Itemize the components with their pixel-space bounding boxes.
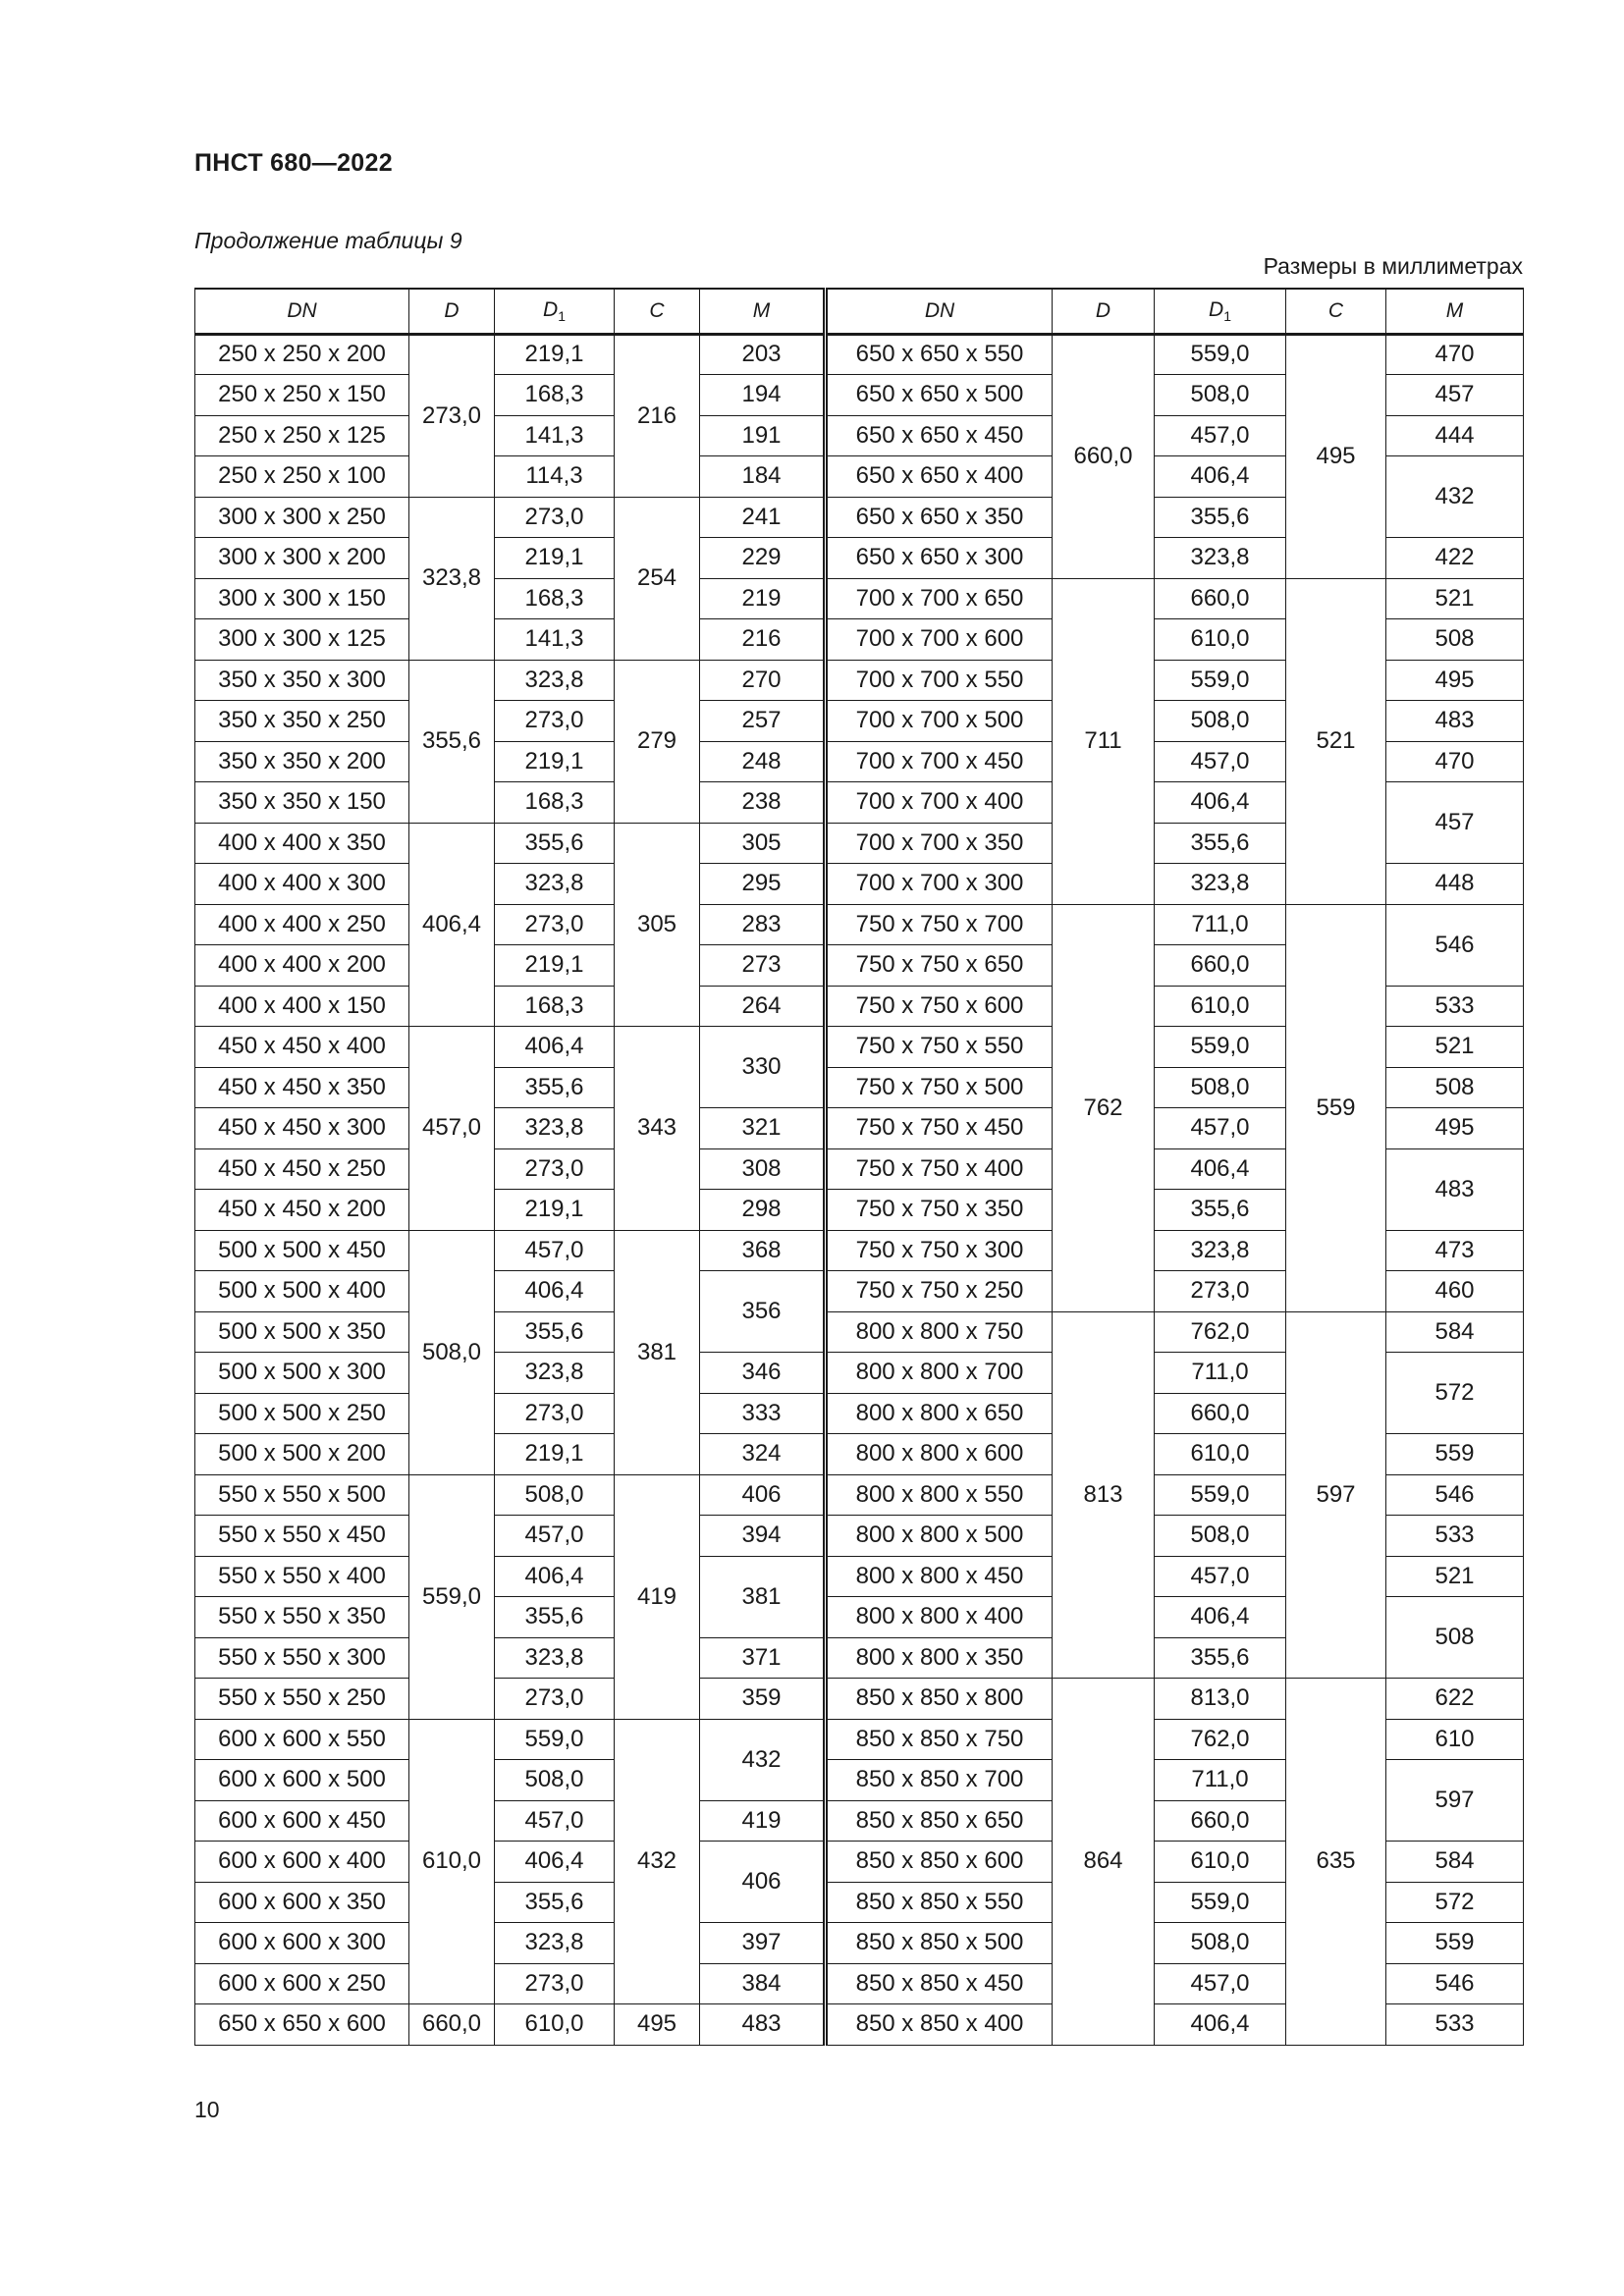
cell-d1-right: 406,4: [1155, 1597, 1286, 1638]
header-d1-label: D: [543, 297, 559, 321]
cell-dn-right: 850 x 850 x 800: [826, 1679, 1053, 1720]
cell-m-right: 546: [1386, 1963, 1524, 2004]
table-row: [195, 1679, 1524, 1720]
cell-m-left: 305: [700, 823, 826, 864]
cell-m-left: 219: [700, 578, 826, 619]
cell-d1-right: 610,0: [1155, 1842, 1286, 1883]
cell-d1-left: 273,0: [495, 1679, 615, 1720]
cell-m-left: 257: [700, 701, 826, 742]
cell-dn-right: 700 x 700 x 500: [826, 701, 1053, 742]
cell-dn-left: 550 x 550 x 400: [195, 1556, 409, 1597]
cell-m-right: 597: [1386, 1760, 1524, 1842]
cell-dn-right: 750 x 750 x 450: [826, 1108, 1053, 1149]
cell-dn-left: 600 x 600 x 350: [195, 1882, 409, 1923]
cell-d1-right: 273,0: [1155, 1271, 1286, 1312]
cell-d1-left: 141,3: [495, 619, 615, 661]
cell-m-left: 241: [700, 497, 826, 538]
cell-d1-left: 559,0: [495, 1719, 615, 1760]
cell-d-right: 711: [1053, 578, 1155, 904]
header-d1-left: [495, 289, 615, 334]
cell-c-left: 254: [615, 497, 700, 660]
cell-d1-left: 457,0: [495, 1230, 615, 1271]
cell-d1-right: 559,0: [1155, 1882, 1286, 1923]
cell-d1-right: 711,0: [1155, 1353, 1286, 1394]
cell-d1-left: 323,8: [495, 1923, 615, 1964]
cell-m-right: 546: [1386, 1474, 1524, 1516]
cell-d1-right: 355,6: [1155, 823, 1286, 864]
table-row: [195, 578, 1524, 619]
cell-d1-left: 219,1: [495, 945, 615, 987]
cell-d1-left: 168,3: [495, 375, 615, 416]
cell-d1-right: 457,0: [1155, 415, 1286, 456]
cell-d1-right: 457,0: [1155, 741, 1286, 782]
cell-d1-left: 355,6: [495, 1597, 615, 1638]
cell-d1-right: 660,0: [1155, 578, 1286, 619]
cell-m-right: 470: [1386, 741, 1524, 782]
cell-dn-left: 500 x 500 x 400: [195, 1271, 409, 1312]
cell-dn-left: 300 x 300 x 250: [195, 497, 409, 538]
cell-m-right: 473: [1386, 1230, 1524, 1271]
cell-d1-right: 559,0: [1155, 1027, 1286, 1068]
cell-c-right: 521: [1286, 578, 1386, 904]
cell-d1-right: 406,4: [1155, 782, 1286, 824]
cell-dn-right: 650 x 650 x 550: [826, 334, 1053, 375]
cell-dn-right: 800 x 800 x 600: [826, 1434, 1053, 1475]
cell-dn-right: 800 x 800 x 450: [826, 1556, 1053, 1597]
cell-d1-left: 219,1: [495, 538, 615, 579]
cell-d1-right: 323,8: [1155, 538, 1286, 579]
cell-dn-right: 750 x 750 x 500: [826, 1067, 1053, 1108]
cell-m-right: 432: [1386, 456, 1524, 538]
cell-m-left: 264: [700, 986, 826, 1027]
cell-dn-right: 650 x 650 x 300: [826, 538, 1053, 579]
cell-d1-right: 610,0: [1155, 619, 1286, 661]
cell-dn-left: 450 x 450 x 300: [195, 1108, 409, 1149]
cell-m-right: 495: [1386, 660, 1524, 701]
cell-d1-left: 355,6: [495, 1882, 615, 1923]
cell-m-right: 622: [1386, 1679, 1524, 1720]
cell-d1-right: 457,0: [1155, 1556, 1286, 1597]
dimensions-table: [194, 288, 1524, 2046]
header-dn-right: DN: [826, 289, 1053, 334]
cell-m-left: 273: [700, 945, 826, 987]
cell-m-right: 508: [1386, 619, 1524, 661]
header-c-left: C: [615, 289, 700, 334]
cell-dn-left: 300 x 300 x 125: [195, 619, 409, 661]
cell-d1-right: 711,0: [1155, 904, 1286, 945]
cell-dn-right: 800 x 800 x 650: [826, 1393, 1053, 1434]
cell-dn-right: 700 x 700 x 300: [826, 864, 1053, 905]
cell-dn-left: 400 x 400 x 350: [195, 823, 409, 864]
cell-m-right: 422: [1386, 538, 1524, 579]
cell-m-left: 483: [700, 2004, 826, 2046]
cell-m-right: 460: [1386, 1271, 1524, 1312]
cell-d1-right: 559,0: [1155, 1474, 1286, 1516]
cell-dn-right: 850 x 850 x 500: [826, 1923, 1053, 1964]
cell-dn-right: 800 x 800 x 400: [826, 1597, 1053, 1638]
cell-dn-right: 850 x 850 x 600: [826, 1842, 1053, 1883]
cell-m-left: 194: [700, 375, 826, 416]
cell-m-right: 457: [1386, 375, 1524, 416]
cell-d1-right: 508,0: [1155, 1923, 1286, 1964]
table-row: [195, 334, 1524, 375]
cell-dn-left: 550 x 550 x 300: [195, 1637, 409, 1679]
cell-d1-left: 219,1: [495, 741, 615, 782]
header-dn-left: DN: [195, 289, 409, 334]
cell-d1-right: 323,8: [1155, 1230, 1286, 1271]
cell-c-left: 419: [615, 1474, 700, 1719]
cell-d1-left: 323,8: [495, 1637, 615, 1679]
cell-dn-right: 850 x 850 x 450: [826, 1963, 1053, 2004]
cell-dn-left: 350 x 350 x 150: [195, 782, 409, 824]
cell-m-right: 483: [1386, 701, 1524, 742]
header-d-left: D: [409, 289, 495, 334]
cell-dn-left: 250 x 250 x 125: [195, 415, 409, 456]
cell-m-right: 483: [1386, 1148, 1524, 1230]
header-m-right: M: [1386, 289, 1524, 334]
cell-d1-left: 508,0: [495, 1760, 615, 1801]
cell-c-right: 495: [1286, 334, 1386, 578]
cell-dn-right: 700 x 700 x 350: [826, 823, 1053, 864]
cell-d1-right: 813,0: [1155, 1679, 1286, 1720]
cell-dn-right: 800 x 800 x 500: [826, 1516, 1053, 1557]
cell-c-right: 559: [1286, 904, 1386, 1311]
cell-dn-left: 400 x 400 x 300: [195, 864, 409, 905]
cell-d1-right: 406,4: [1155, 2004, 1286, 2046]
cell-dn-right: 650 x 650 x 350: [826, 497, 1053, 538]
header-d1-right: [1155, 289, 1286, 334]
cell-c-left: 305: [615, 823, 700, 1027]
cell-d1-left: 457,0: [495, 1516, 615, 1557]
cell-d-left: 559,0: [409, 1474, 495, 1719]
cell-d1-right: 508,0: [1155, 701, 1286, 742]
cell-m-left: 406: [700, 1474, 826, 1516]
cell-d1-right: 660,0: [1155, 945, 1286, 987]
cell-d1-right: 323,8: [1155, 864, 1286, 905]
cell-m-right: 559: [1386, 1434, 1524, 1475]
cell-dn-left: 300 x 300 x 150: [195, 578, 409, 619]
cell-dn-right: 750 x 750 x 550: [826, 1027, 1053, 1068]
cell-d1-right: 508,0: [1155, 1516, 1286, 1557]
cell-d1-left: 406,4: [495, 1271, 615, 1312]
cell-m-left: 184: [700, 456, 826, 498]
cell-dn-left: 250 x 250 x 150: [195, 375, 409, 416]
cell-m-left: 406: [700, 1842, 826, 1923]
cell-dn-right: 850 x 850 x 400: [826, 2004, 1053, 2046]
cell-dn-right: 800 x 800 x 700: [826, 1353, 1053, 1394]
cell-d1-right: 355,6: [1155, 497, 1286, 538]
cell-dn-left: 450 x 450 x 250: [195, 1148, 409, 1190]
cell-d1-right: 355,6: [1155, 1190, 1286, 1231]
cell-d-left: 273,0: [409, 334, 495, 497]
cell-d-left: 660,0: [409, 2004, 495, 2046]
cell-m-left: 283: [700, 904, 826, 945]
cell-dn-left: 350 x 350 x 200: [195, 741, 409, 782]
cell-d1-right: 762,0: [1155, 1719, 1286, 1760]
cell-dn-left: 400 x 400 x 150: [195, 986, 409, 1027]
cell-dn-left: 600 x 600 x 300: [195, 1923, 409, 1964]
cell-dn-left: 500 x 500 x 450: [195, 1230, 409, 1271]
cell-m-right: 572: [1386, 1882, 1524, 1923]
cell-dn-right: 850 x 850 x 650: [826, 1800, 1053, 1842]
header-d1-subscript: 1: [558, 307, 566, 324]
cell-dn-right: 750 x 750 x 600: [826, 986, 1053, 1027]
cell-m-right: 546: [1386, 904, 1524, 986]
cell-dn-left: 600 x 600 x 500: [195, 1760, 409, 1801]
cell-m-left: 381: [700, 1556, 826, 1637]
cell-m-right: 521: [1386, 1027, 1524, 1068]
cell-d1-right: 762,0: [1155, 1311, 1286, 1353]
cell-m-left: 295: [700, 864, 826, 905]
cell-m-right: 457: [1386, 782, 1524, 864]
cell-m-right: 444: [1386, 415, 1524, 456]
cell-m-left: 356: [700, 1271, 826, 1353]
cell-d-left: 355,6: [409, 660, 495, 823]
cell-d-right: 813: [1053, 1311, 1155, 1679]
cell-m-right: 533: [1386, 2004, 1524, 2046]
cell-m-left: 324: [700, 1434, 826, 1475]
cell-dn-left: 350 x 350 x 300: [195, 660, 409, 701]
cell-d1-left: 406,4: [495, 1027, 615, 1068]
cell-c-right: 597: [1286, 1311, 1386, 1679]
cell-d1-left: 219,1: [495, 334, 615, 375]
cell-m-left: 308: [700, 1148, 826, 1190]
cell-d-left: 508,0: [409, 1230, 495, 1474]
cell-dn-right: 750 x 750 x 400: [826, 1148, 1053, 1190]
cell-d1-left: 168,3: [495, 782, 615, 824]
cell-d1-left: 219,1: [495, 1434, 615, 1475]
cell-m-right: 533: [1386, 1516, 1524, 1557]
cell-m-left: 333: [700, 1393, 826, 1434]
cell-d1-left: 273,0: [495, 497, 615, 538]
cell-c-right: 635: [1286, 1679, 1386, 2046]
cell-m-right: 559: [1386, 1923, 1524, 1964]
cell-dn-left: 400 x 400 x 200: [195, 945, 409, 987]
cell-dn-left: 450 x 450 x 350: [195, 1067, 409, 1108]
cell-dn-left: 450 x 450 x 200: [195, 1190, 409, 1231]
cell-dn-right: 700 x 700 x 450: [826, 741, 1053, 782]
cell-d1-left: 355,6: [495, 1067, 615, 1108]
cell-dn-left: 550 x 550 x 450: [195, 1516, 409, 1557]
cell-d1-left: 508,0: [495, 1474, 615, 1516]
cell-m-left: 191: [700, 415, 826, 456]
cell-m-left: 321: [700, 1108, 826, 1149]
table-row: [195, 904, 1524, 945]
cell-d1-left: 219,1: [495, 1190, 615, 1231]
cell-dn-right: 650 x 650 x 500: [826, 375, 1053, 416]
cell-d1-left: 168,3: [495, 578, 615, 619]
cell-m-left: 330: [700, 1027, 826, 1108]
cell-m-left: 203: [700, 334, 826, 375]
cell-d-left: 610,0: [409, 1719, 495, 2004]
cell-d1-left: 323,8: [495, 660, 615, 701]
cell-d1-right: 508,0: [1155, 1067, 1286, 1108]
cell-dn-right: 650 x 650 x 400: [826, 456, 1053, 498]
cell-dn-left: 550 x 550 x 500: [195, 1474, 409, 1516]
cell-dn-right: 800 x 800 x 550: [826, 1474, 1053, 1516]
cell-dn-left: 500 x 500 x 350: [195, 1311, 409, 1353]
cell-c-left: 495: [615, 2004, 700, 2046]
cell-m-left: 270: [700, 660, 826, 701]
header-d1-label: D: [1209, 297, 1224, 321]
cell-d-left: 457,0: [409, 1027, 495, 1231]
header-m-left: M: [700, 289, 826, 334]
cell-d1-right: 711,0: [1155, 1760, 1286, 1801]
cell-dn-left: 600 x 600 x 250: [195, 1963, 409, 2004]
cell-d-right: 660,0: [1053, 334, 1155, 578]
table-body: [195, 334, 1524, 2045]
cell-d1-left: 273,0: [495, 1393, 615, 1434]
cell-dn-left: 500 x 500 x 200: [195, 1434, 409, 1475]
cell-m-left: 298: [700, 1190, 826, 1231]
cell-d1-left: 406,4: [495, 1842, 615, 1883]
cell-m-left: 248: [700, 741, 826, 782]
cell-d1-right: 610,0: [1155, 986, 1286, 1027]
cell-dn-right: 750 x 750 x 700: [826, 904, 1053, 945]
cell-dn-left: 600 x 600 x 550: [195, 1719, 409, 1760]
cell-d1-left: 610,0: [495, 2004, 615, 2046]
cell-d1-left: 273,0: [495, 904, 615, 945]
units-note: Размеры в миллиметрах: [1263, 253, 1523, 279]
cell-dn-left: 600 x 600 x 450: [195, 1800, 409, 1842]
cell-dn-left: 600 x 600 x 400: [195, 1842, 409, 1883]
cell-dn-right: 700 x 700 x 600: [826, 619, 1053, 661]
cell-m-right: 508: [1386, 1597, 1524, 1679]
cell-d1-left: 273,0: [495, 1148, 615, 1190]
cell-m-left: 368: [700, 1230, 826, 1271]
cell-d1-right: 406,4: [1155, 1148, 1286, 1190]
cell-c-left: 432: [615, 1719, 700, 2004]
cell-d1-left: 168,3: [495, 986, 615, 1027]
document-code: ПНСТ 680—2022: [194, 149, 393, 177]
cell-d1-right: 660,0: [1155, 1393, 1286, 1434]
cell-d1-right: 457,0: [1155, 1108, 1286, 1149]
cell-d-left: 406,4: [409, 823, 495, 1027]
header-d1-subscript: 1: [1223, 307, 1231, 324]
cell-dn-right: 800 x 800 x 750: [826, 1311, 1053, 1353]
cell-dn-left: 400 x 400 x 250: [195, 904, 409, 945]
cell-m-left: 419: [700, 1800, 826, 1842]
cell-m-left: 384: [700, 1963, 826, 2004]
cell-d-right: 864: [1053, 1679, 1155, 2046]
cell-m-left: 346: [700, 1353, 826, 1394]
cell-c-left: 279: [615, 660, 700, 823]
cell-m-left: 238: [700, 782, 826, 824]
cell-m-left: 359: [700, 1679, 826, 1720]
cell-m-left: 432: [700, 1719, 826, 1800]
cell-dn-right: 750 x 750 x 250: [826, 1271, 1053, 1312]
cell-dn-left: 250 x 250 x 200: [195, 334, 409, 375]
cell-m-left: 216: [700, 619, 826, 661]
cell-m-right: 521: [1386, 1556, 1524, 1597]
cell-dn-right: 750 x 750 x 650: [826, 945, 1053, 987]
cell-d1-left: 406,4: [495, 1556, 615, 1597]
cell-d-left: 323,8: [409, 497, 495, 660]
cell-d1-left: 355,6: [495, 1311, 615, 1353]
cell-dn-right: 850 x 850 x 550: [826, 1882, 1053, 1923]
cell-dn-left: 350 x 350 x 250: [195, 701, 409, 742]
cell-m-left: 394: [700, 1516, 826, 1557]
cell-dn-right: 850 x 850 x 700: [826, 1760, 1053, 1801]
cell-dn-right: 750 x 750 x 350: [826, 1190, 1053, 1231]
cell-dn-left: 500 x 500 x 300: [195, 1353, 409, 1394]
cell-d1-left: 114,3: [495, 456, 615, 498]
cell-dn-left: 450 x 450 x 400: [195, 1027, 409, 1068]
cell-m-right: 521: [1386, 578, 1524, 619]
cell-d1-left: 273,0: [495, 1963, 615, 2004]
cell-m-right: 610: [1386, 1719, 1524, 1760]
cell-dn-left: 500 x 500 x 250: [195, 1393, 409, 1434]
cell-dn-right: 750 x 750 x 300: [826, 1230, 1053, 1271]
cell-d1-left: 323,8: [495, 864, 615, 905]
cell-dn-right: 700 x 700 x 550: [826, 660, 1053, 701]
cell-m-right: 584: [1386, 1311, 1524, 1353]
cell-m-right: 495: [1386, 1108, 1524, 1149]
cell-d1-right: 406,4: [1155, 456, 1286, 498]
cell-dn-right: 850 x 850 x 750: [826, 1719, 1053, 1760]
cell-d1-left: 323,8: [495, 1353, 615, 1394]
cell-d1-left: 273,0: [495, 701, 615, 742]
cell-m-left: 397: [700, 1923, 826, 1964]
cell-d1-left: 323,8: [495, 1108, 615, 1149]
cell-d1-right: 559,0: [1155, 660, 1286, 701]
cell-d1-right: 559,0: [1155, 334, 1286, 375]
cell-dn-left: 650 x 650 x 600: [195, 2004, 409, 2046]
cell-m-right: 533: [1386, 986, 1524, 1027]
cell-m-right: 448: [1386, 864, 1524, 905]
cell-d1-right: 660,0: [1155, 1800, 1286, 1842]
cell-d1-right: 355,6: [1155, 1637, 1286, 1679]
cell-m-right: 584: [1386, 1842, 1524, 1883]
cell-m-left: 371: [700, 1637, 826, 1679]
cell-d1-right: 457,0: [1155, 1963, 1286, 2004]
header-c-right: C: [1286, 289, 1386, 334]
header-d-right: D: [1053, 289, 1155, 334]
cell-dn-left: 550 x 550 x 250: [195, 1679, 409, 1720]
cell-dn-left: 250 x 250 x 100: [195, 456, 409, 498]
cell-dn-left: 550 x 550 x 350: [195, 1597, 409, 1638]
cell-dn-left: 300 x 300 x 200: [195, 538, 409, 579]
table-header-row: [195, 289, 1524, 334]
table-caption: Продолжение таблицы 9: [194, 228, 462, 253]
cell-dn-right: 800 x 800 x 350: [826, 1637, 1053, 1679]
cell-d-right: 762: [1053, 904, 1155, 1311]
cell-d1-right: 508,0: [1155, 375, 1286, 416]
cell-d1-left: 141,3: [495, 415, 615, 456]
cell-m-left: 229: [700, 538, 826, 579]
cell-d1-left: 457,0: [495, 1800, 615, 1842]
cell-m-right: 508: [1386, 1067, 1524, 1108]
cell-dn-right: 700 x 700 x 650: [826, 578, 1053, 619]
cell-c-left: 216: [615, 334, 700, 497]
cell-d1-left: 355,6: [495, 823, 615, 864]
cell-d1-right: 610,0: [1155, 1434, 1286, 1475]
cell-m-right: 470: [1386, 334, 1524, 375]
cell-c-left: 343: [615, 1027, 700, 1231]
cell-dn-right: 700 x 700 x 400: [826, 782, 1053, 824]
page-number: 10: [194, 2097, 220, 2122]
cell-dn-right: 650 x 650 x 450: [826, 415, 1053, 456]
cell-c-left: 381: [615, 1230, 700, 1474]
table-row: [195, 1311, 1524, 1353]
cell-m-right: 572: [1386, 1353, 1524, 1434]
